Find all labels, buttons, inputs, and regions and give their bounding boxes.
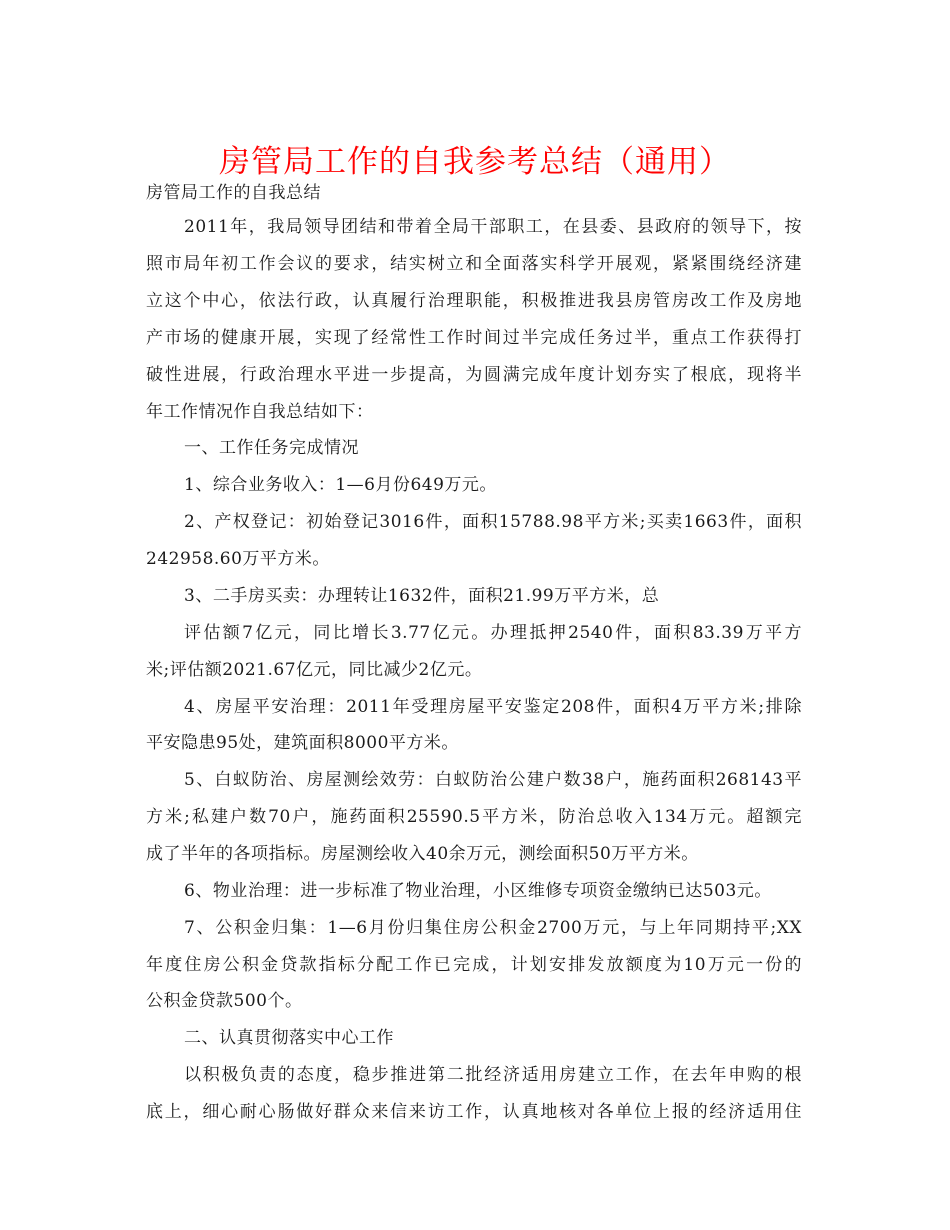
list-item: 2、产权登记：初始登记3016件，面积15788.98平方米;买卖1663件，面积 xyxy=(184,512,802,532)
paragraph-line: 立这个中心，依法行政，认真履行治理职能，积极推进我县房管房改工作及房地 xyxy=(146,291,802,311)
list-item: 6、物业治理：进一步标准了物业治理，小区维修专项资金缴纳已达503元。 xyxy=(184,881,772,901)
paragraph-line: 底上，细心耐心肠做好群众来信来访工作，认真地核对各单位上报的经济适用住 xyxy=(146,1102,802,1122)
list-item-continuation: 公积金贷款500个。 xyxy=(146,991,303,1011)
paragraph-line: 以积极负责的态度，稳步推进第二批经济适用房建立工作，在去年申购的根 xyxy=(184,1065,802,1085)
list-item-continuation: 评估额7亿元，同比增长3.77亿元。办理抵押2540件，面积83.39万平方 xyxy=(184,623,802,643)
list-item-continuation: 方米;私建户数70户，施药面积25590.5平方米，防治总收入134万元。超额完 xyxy=(146,807,802,827)
paragraph-line: 破性进展，行政治理水平进一步提高，为圆满完成年度计划夯实了根底，现将半 xyxy=(146,365,802,385)
list-item-continuation: 米;评估额2021.67亿元，同比减少2亿元。 xyxy=(146,660,483,680)
list-item: 7、公积金归集：1—6月份归集住房公积金2700万元，与上年同期持平;XX xyxy=(184,918,802,938)
paragraph-line: 产市场的健康开展，实现了经常性工作时间过半完成任务过半，重点工作获得打 xyxy=(146,328,802,348)
list-item: 5、白蚁防治、房屋测绘效劳：白蚁防治公建户数38户，施药面积268143平 xyxy=(184,770,802,790)
list-item-continuation: 平安隐患95处，建筑面积8000平方米。 xyxy=(146,733,459,753)
paragraph-line: 年工作情况作自我总结如下： xyxy=(146,402,374,422)
section-heading: 二、认真贯彻落实中心工作 xyxy=(184,1028,394,1048)
section-heading: 一、工作任务完成情况 xyxy=(184,438,359,458)
list-item: 3、二手房买卖：办理转让1632件，面积21.99万平方米，总 xyxy=(184,586,660,606)
list-item-continuation: 成了半年的各项指标。房屋测绘收入40余万元，测绘面积50万平方米。 xyxy=(146,844,699,864)
list-item: 1、综合业务收入：1—6月份649万元。 xyxy=(184,475,497,495)
paragraph-line: 2011年，我局领导团结和带着全局干部职工，在县委、县政府的领导下，按 xyxy=(184,217,802,237)
document-subtitle: 房管局工作的自我总结 xyxy=(146,183,321,203)
document-title: 房管局工作的自我参考总结（通用） xyxy=(219,144,731,180)
list-item: 4、房屋平安治理：2011年受理房屋平安鉴定208件，面积4万平方米;排除 xyxy=(184,697,802,717)
list-item-continuation: 年度住房公积金贷款指标分配工作已完成，计划安排发放额度为10万元一份的 xyxy=(146,955,802,975)
list-item-continuation: 242958.60万平方米。 xyxy=(146,549,330,569)
paragraph-line: 照市局年初工作会议的要求，结实树立和全面落实科学开展观，紧紧围绕经济建 xyxy=(146,254,802,274)
